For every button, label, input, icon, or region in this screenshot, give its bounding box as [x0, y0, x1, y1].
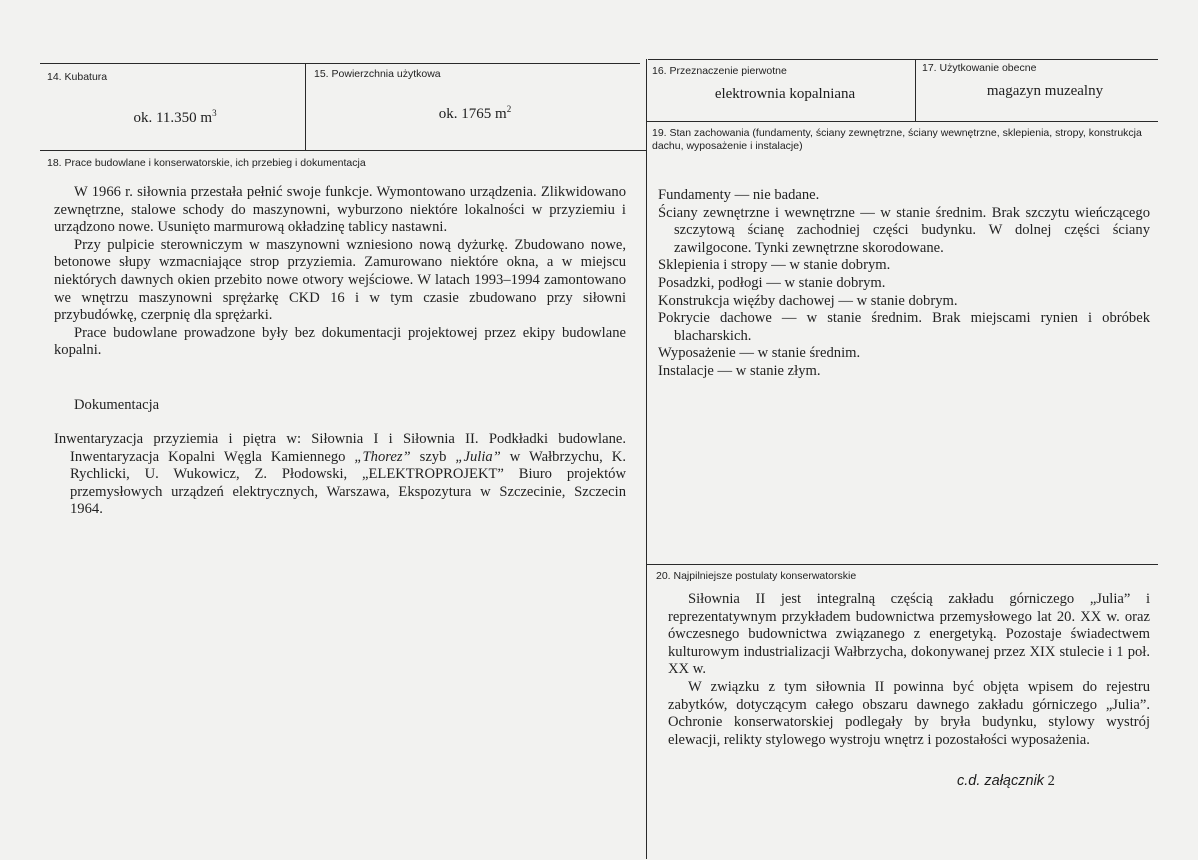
field-20-paragraph-2: W związku z tym siłownia II powinna być objęta wpisem do rejestru zabytków, dotyczącym całego obszaru dawnego zakładu górniczego „Julia”. Ochronie konserwatorskiej podlegały by bryła budynku, stylowy wystrój elewacji, relikty stylowego wystroju wnętrz i pozostałości wyposażenia. [668, 678, 1150, 748]
field-19-conditions-list [658, 187, 1150, 381]
field-18-paragraph-3: Prace budowlane prowadzone były bez dokumentacji projektowej przez ekipy budowlane kopalni. [54, 324, 626, 359]
kubatura-unit-exponent: 3 [212, 108, 217, 118]
powierzchnia-unit-exponent: 2 [506, 104, 512, 114]
field-15-label: 15. Powierzchnia użytkowa [314, 68, 441, 80]
condition-equipment: Wyposażenie — w stanie średnim. [658, 345, 861, 362]
powierzchnia-value: ok. 1765 m [438, 106, 507, 122]
continuation-note [957, 773, 1055, 790]
kubatura-value: ok. 11.350 m [133, 110, 213, 126]
condition-roofing: Pokrycie dachowe — w stanie średnim. Brak miejscami rynien i obróbek blacharskich. [658, 310, 1150, 344]
field-19-label: 19. Stan zachowania (fundamenty, ściany zewnętrzne, ściany wewnętrzne, sklepienia, stropy, konstrukcja dachu, wyposażenie i instalacje) [652, 127, 1142, 152]
top-border-left [40, 63, 640, 64]
divider-16-17 [915, 59, 916, 122]
condition-roof-truss: Konstrukcja więźby dachowej — w stanie dobrym. [658, 292, 958, 309]
field-20-label: 20. Najpilniejsze postulaty konserwatorskie [656, 570, 857, 582]
rule-under-19 [646, 564, 1158, 565]
documentation-text-c: w Wałbrzychu, K. Rychlicki, U. Wukowicz, Z. Płodowski, „ELEKTROPROJEKT” Biuro projektów przemysłowych urządzeń elektrycznych, Warszawa, Ekspozytura w Szczecinie, Szczecin 1964. [70, 448, 626, 518]
field-16-label: 16. Przeznaczenie pierwotne [652, 65, 787, 77]
rule-under-14-15 [40, 150, 646, 151]
field-14-value [60, 110, 290, 127]
field-20-body [668, 591, 1150, 749]
continuation-note-number: 2 [1047, 773, 1055, 789]
documentation-text-b: szyb [410, 448, 456, 465]
field-18-paragraph-2: Przy pulpicie sterowniczym w maszynowni wzniesiono nową dyżurkę. Zbudowano nowe, betonowe słupy wzmacniające strop przyziemia. Zamurowano niektóre okna, a w miejscu niektórych dawnych okien przebito nowe otwory wejściowe. W latach 1993–1994 zamontowano we wnętrzu maszynowni sprężarkę CKD 16 i w tym czasie zbudowano przy siłowni przybudówkę, czerpnię dla sprężarki. [54, 236, 626, 324]
top-border-right [648, 59, 1158, 60]
field-16-value: elektrownia kopalniana [714, 86, 856, 102]
divider-14-15 [305, 63, 306, 151]
field-15-value [360, 106, 590, 123]
condition-foundations: Fundamenty — nie badane. [658, 187, 820, 203]
field-14-label: 14. Kubatura [47, 71, 108, 83]
condition-vaults-ceilings: Sklepienia i stropy — w stanie dobrym. [658, 257, 891, 274]
field-20-paragraph-1: Siłownia II jest integralną częścią zakładu górniczego „Julia” i reprezentatywnym przykładem budownictwa przemysłowego lat 20. XX w. oraz ówczesnego budownictwa związanego z energetyką. Pozostaje świadectwem kulturowym industrializacji Wałbrzycha, dokonywanej przez XIX stulecie i 1 poł. XX w. [668, 591, 1150, 678]
continuation-note-text: c.d. załącznik [957, 773, 1045, 789]
documentation-heading: Dokumentacja [74, 397, 160, 413]
documentation-text-a: Inwentaryzacja przyziemia i piętra w: Siłownia I i Siłownia II. Podkładki budowlane. Inwentaryzacja Kopalni Węgla Kamiennego [54, 431, 626, 465]
condition-installations: Instalacje — w stanie złym. [658, 362, 821, 379]
divider-center [646, 59, 647, 859]
documentation-shaft-name: „Julia” [455, 448, 501, 465]
condition-floors: Posadzki, podłogi — w stanie dobrym. [658, 274, 886, 291]
rule-under-16-17 [646, 121, 1158, 122]
documentation-mine-name: „Thorez” [354, 448, 411, 465]
field-17-label: 17. Użytkowanie obecne [922, 62, 1037, 74]
condition-walls: Ściany zewnętrzne i wewnętrzne — w stanie średnim. Brak szczytu wieńczącego szczytową ścianę zachodniej części budynku. W dolnej części ściany zawilgocone. Tynki zewnętrzne skorodowane. [658, 204, 1150, 256]
field-17-value: magazyn muzealny [986, 83, 1104, 99]
field-18-label: 18. Prace budowlane i konserwatorskie, ich przebieg i dokumentacja [47, 157, 366, 169]
documentation-text [54, 431, 626, 519]
field-18-body [54, 184, 626, 360]
field-18-paragraph-1: W 1966 r. siłownia przestała pełnić swoje funkcje. Wymontowano urządzenia. Zlikwidowano zewnętrzne, stalowe schody do maszynowni, wyburzono niektóre lokalności w przyziemiu i urządzono nowe. Usunięto marmurową okładzinę tablicy nastawni. [54, 184, 626, 236]
